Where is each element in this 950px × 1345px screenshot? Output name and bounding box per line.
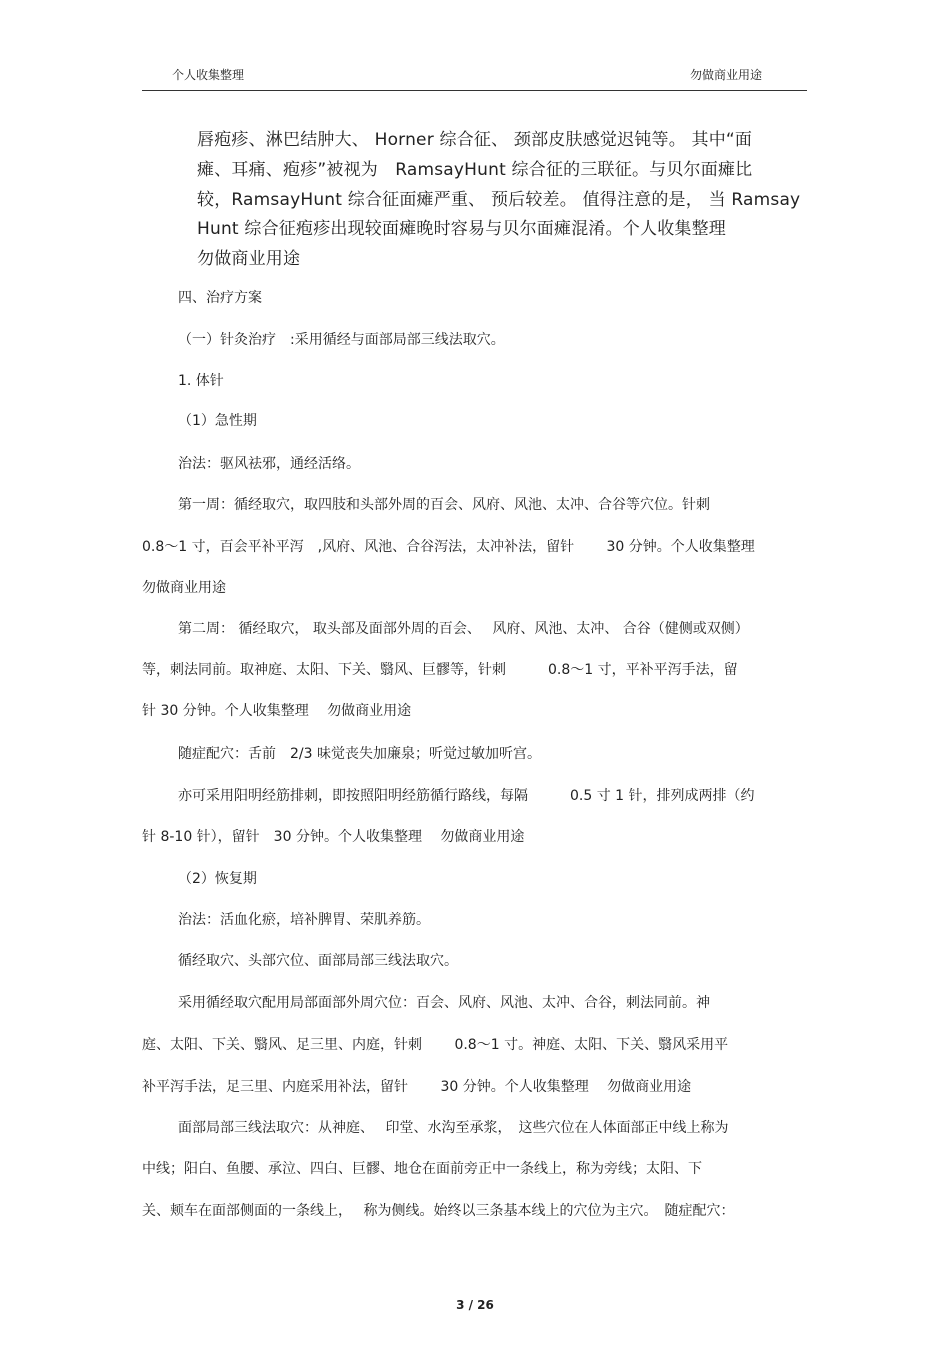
text-line: 0.8～1 寸，百会平补平泻 ,风府、风池、合谷泻法，太冲补法，留针 30 分钟。个人收集整理 [142,539,755,555]
intro-line: 勿做商业用途 [197,249,301,269]
page-number: 3 / 26 [456,1298,494,1312]
subsection-heading: （1）急性期 [178,413,257,429]
text-line: 面部局部三线法取穴：从神庭、 印堂、水沟至承浆， 这些穴位在人体面部正中线上称为 [178,1120,729,1136]
header-left-text: 个人收集整理 [172,68,245,82]
text-line: 补平泻手法，足三里、内庭采用补法，留针 30 分钟。个人收集整理 勿做商业用途 [142,1079,692,1095]
text-line: 治法：活血化瘀，培补脾胃、荣肌养筋。 [178,912,430,928]
text-line: 等，刺法同前。取神庭、太阳、下关、翳风、巨髎等，针刺 0.8～1 寸，平补平泻手法，留 [142,662,738,678]
text-line: 勿做商业用途 [142,580,226,596]
text-line: 亦可采用阳明经筋排刺，即按照阳明经筋循行路线，每隔 0.5 寸 1 针，排列成两排（约 [178,788,755,804]
intro-line: 唇疱疹、淋巴结肿大、 Horner 综合征、 颈部皮肤感觉迟钝等。 其中“面 [197,130,753,150]
text-line: 治法：驱风祛邪，通经活络。 [178,456,360,472]
subsection-heading: 1. 体针 [178,373,224,389]
intro-line: 瘫、耳痛、疱疹”被视为 RamsayHunt 综合征的三联征。与贝尔面瘫比 [197,160,753,180]
text-line: 循经取穴、头部穴位、面部局部三线法取穴。 [178,953,458,969]
text-line: 庭、太阳、下关、翳风、足三里、内庭，针刺 0.8～1 寸。神庭、太阳、下关、翳风采用平 [142,1037,729,1053]
intro-line: Hunt 综合征疱疹出现较面瘫晚时容易与贝尔面瘫混淆。个人收集整理 [197,219,726,239]
text-line: 关、颊车在面部侧面的一条线上， 称为侧线。始终以三条基本线上的穴位为主穴。 随症配穴： [142,1203,735,1219]
intro-line: 较，RamsayHunt 综合征面瘫严重、 预后较差。 值得注意的是， 当 Ramsay [197,190,801,210]
text-line: 针 30 分钟。个人收集整理 勿做商业用途 [142,703,412,719]
text-line: 中线；阳白、鱼腰、承泣、四白、巨髎、地仓在面前旁正中一条线上，称为旁线；太阳、下 [142,1161,702,1177]
header-divider [142,90,807,91]
text-line: 针 8-10 针），留针 30 分钟。个人收集整理 勿做商业用途 [142,829,525,845]
subsection-heading: （2）恢复期 [178,871,257,887]
text-line: 第二周： 循经取穴， 取头部及面部外周的百会、 风府、风池、太冲、 合谷（健侧或双侧） [178,621,749,637]
text-line: 随症配穴：舌前 2/3 味觉丧失加廉泉；听觉过敏加听宫。 [178,746,541,762]
text-line: 采用循经取穴配用局部面部外周穴位：百会、风府、风池、太冲、合谷，刺法同前。神 [178,995,710,1011]
text-line: 第一周：循经取穴，取四肢和头部外周的百会、风府、风池、太冲、合谷等穴位。针刺 [178,497,710,513]
header-right-text: 勿做商业用途 [690,68,763,82]
subsection-heading: （一）针灸治疗 :采用循经与面部局部三线法取穴。 [178,332,505,348]
section-heading: 四、治疗方案 [178,290,262,306]
